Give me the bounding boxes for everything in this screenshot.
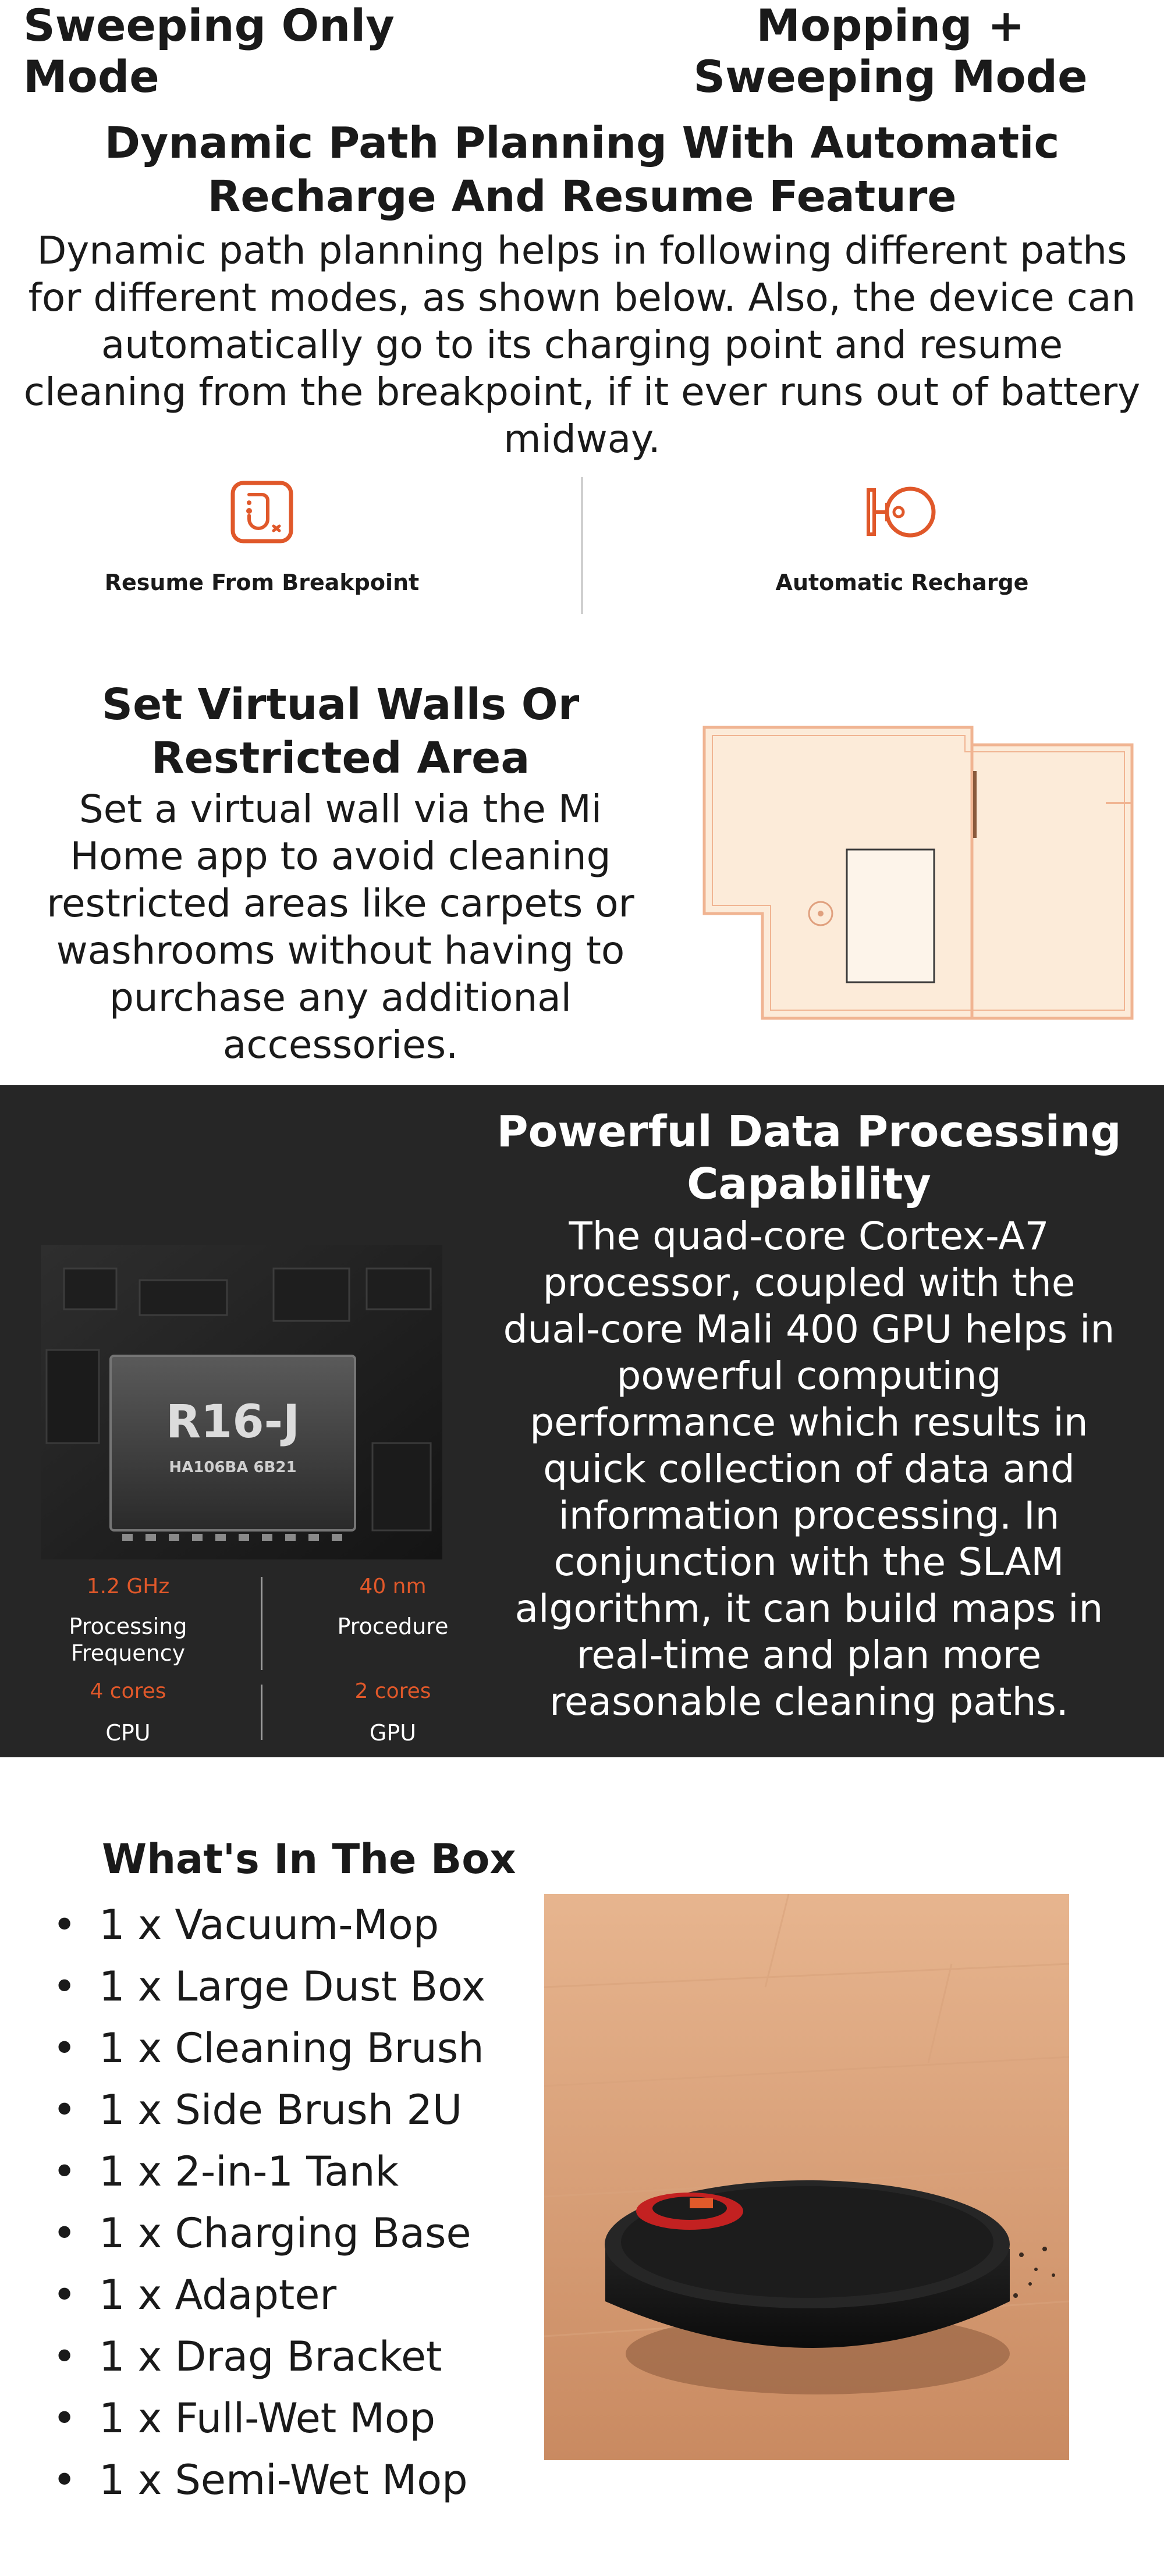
feature-label: Resume From Breakpoint	[104, 570, 420, 595]
list-item: • 1 x Large Dust Box	[52, 1956, 541, 2017]
chip-code: HA106BA 6B21	[169, 1459, 297, 1476]
bullet-icon: •	[52, 2394, 77, 2442]
stat-divider	[261, 1577, 262, 1670]
stat-divider	[261, 1685, 262, 1740]
bullet-icon: •	[52, 2333, 77, 2380]
stat-cpu-label: CPU	[105, 1720, 151, 1746]
in-the-box-title: What's In The Box	[102, 1835, 516, 1883]
list-item: • 1 x Side Brush 2U	[52, 2079, 541, 2141]
in-the-box-list	[52, 1894, 541, 2511]
processing-description: The quad-core Cortex-A7 processor, coupled with the dual-core Mali 400 GPU helps in powerful computing performance which results in quick collection of data and information processing. In conjunction with the SLAM algorithm, it can build maps in real-time and plan more reasonable cleaning paths.	[503, 1214, 1115, 1724]
list-item: • 1 x Drag Bracket	[52, 2326, 541, 2387]
bullet-icon: •	[52, 2271, 77, 2319]
stat-gpu-value: 2 cores	[354, 1679, 431, 1703]
bullet-icon: •	[52, 2148, 77, 2195]
feature-resume-breakpoint	[0, 477, 524, 596]
robot-vacuum-photo	[544, 1894, 1069, 2460]
list-item: • 1 x Adapter	[52, 2264, 541, 2326]
virtual-wall-description: Set a virtual wall via the Mi Home app to avoid cleaning restricted areas like carpets or washrooms without having to purchase any additional accessories.	[47, 787, 634, 1067]
chip-name: R16-J	[165, 1396, 300, 1448]
dynamic-path-title: Dynamic Path Planning With Automatic Recharge And Resume Feature	[104, 118, 1060, 222]
automatic-recharge-icon	[861, 477, 943, 547]
bullet-icon: •	[52, 2024, 77, 2072]
list-item: • 1 x 2-in-1 Tank	[52, 2141, 541, 2202]
stat-cpu-value: 4 cores	[90, 1679, 166, 1703]
resume-breakpoint-icon	[227, 477, 297, 547]
processor-chip-image	[41, 1245, 442, 1559]
feature-label: Automatic Recharge	[775, 570, 1029, 595]
stat-gpu-label: GPU	[369, 1720, 417, 1746]
stat-frequency-label: Processing Frequency	[69, 1614, 187, 1666]
mopping-sweeping-mode-label: Mopping + Sweeping Mode	[693, 0, 1088, 102]
dynamic-path-description: Dynamic path planning helps in following different paths for different modes, as shown below. Also, the device can automatically go to its charging point and resume cleaning from the breakpoint, if it ever runs out of battery midway.	[23, 228, 1141, 461]
feature-divider	[581, 477, 583, 614]
bullet-icon: •	[52, 2086, 77, 2134]
list-item: • 1 x Vacuum-Mop	[52, 1894, 541, 1956]
processing-title: Powerful Data Processing Capability	[496, 1107, 1122, 1209]
virtual-wall-title: Set Virtual Walls Or Restricted Area	[101, 680, 580, 783]
bullet-icon: •	[52, 1963, 77, 2010]
bullet-icon: •	[52, 1901, 77, 1949]
bullet-icon: •	[52, 2209, 77, 2257]
stat-procedure-label: Procedure	[337, 1614, 449, 1639]
list-item: • 1 x Semi-Wet Mop	[52, 2449, 541, 2511]
virtual-wall-floor-map	[698, 722, 1141, 1024]
list-item: • 1 x Full-Wet Mop	[52, 2387, 541, 2449]
list-item: • 1 x Cleaning Brush	[52, 2017, 541, 2079]
feature-automatic-recharge	[640, 477, 1164, 596]
sweeping-mode-label: Sweeping Only Mode	[23, 0, 395, 102]
stat-procedure-value: 40 nm	[359, 1575, 427, 1598]
bullet-icon: •	[52, 2456, 77, 2504]
stat-frequency-value: 1.2 GHz	[86, 1575, 170, 1598]
list-item: • 1 x Charging Base	[52, 2202, 541, 2264]
